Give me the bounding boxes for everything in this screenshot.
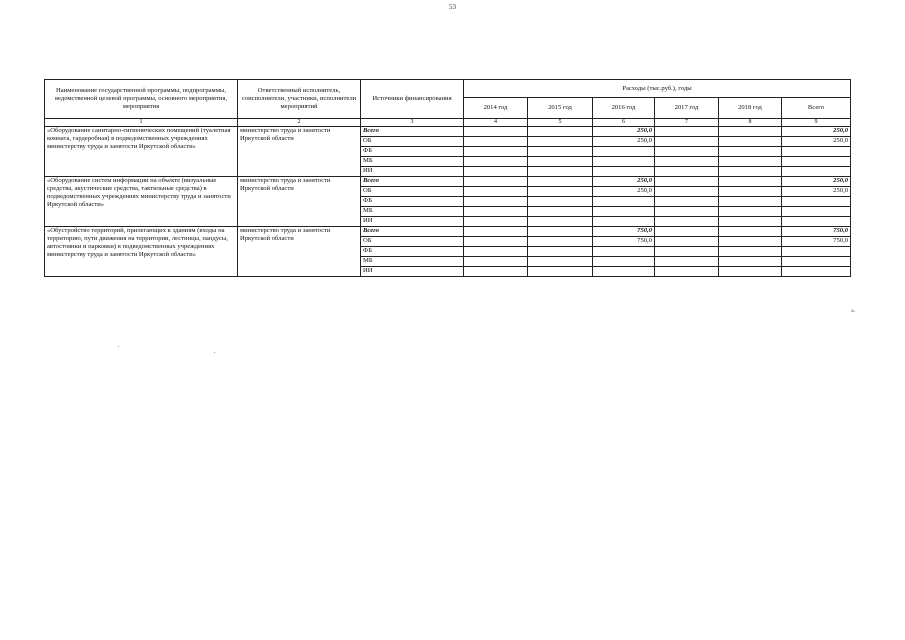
table-row <box>45 227 851 237</box>
amount-cell <box>782 207 851 217</box>
funding-source-cell: ОБ <box>361 237 464 247</box>
amount-cell <box>719 257 782 267</box>
amount-cell <box>528 237 593 247</box>
responsible-cell: министерство труда и занятости Иркутской области <box>238 227 361 277</box>
scan-artifact <box>214 352 215 353</box>
amount-cell <box>782 147 851 157</box>
column-number: 3 <box>361 119 464 127</box>
amount-cell <box>528 177 593 187</box>
column-number: 1 <box>45 119 238 127</box>
column-number: 5 <box>528 119 593 127</box>
amount-cell <box>464 247 528 257</box>
amount-cell <box>782 257 851 267</box>
amount-cell <box>655 257 719 267</box>
amount-cell: 250,0 <box>593 177 655 187</box>
amount-cell <box>593 157 655 167</box>
amount-cell <box>593 267 655 277</box>
header-program-name: Наименование государственной программы, подпрограммы, ведомственной целевой программы, основного мероприятия, мероприятия <box>45 80 238 119</box>
amount-cell <box>655 267 719 277</box>
header-funding-sources: Источники финансирования <box>361 80 464 119</box>
amount-cell <box>593 147 655 157</box>
amount-cell <box>464 257 528 267</box>
header-year: 2018 год <box>719 98 782 119</box>
amount-cell <box>655 147 719 157</box>
table-row <box>45 127 851 137</box>
amount-cell <box>655 237 719 247</box>
funding-source-cell: Всего <box>361 127 464 137</box>
funding-source-cell: ФБ <box>361 197 464 207</box>
responsible-cell: министерство труда и занятости Иркутской области <box>238 127 361 177</box>
amount-cell: 250,0 <box>593 137 655 147</box>
header-expenses: Расходы (тыс.руб.), годы <box>464 80 851 98</box>
column-number: 6 <box>593 119 655 127</box>
amount-cell <box>782 267 851 277</box>
trailing-mark: ». <box>851 308 856 314</box>
amount-cell <box>655 157 719 167</box>
header-responsible: Ответственный исполнитель, соисполнители, участники, исполнители мероприятий <box>238 80 361 119</box>
amount-cell: 250,0 <box>782 127 851 137</box>
amount-cell <box>719 217 782 227</box>
amount-cell <box>782 157 851 167</box>
amount-cell <box>528 227 593 237</box>
amount-cell: 250,0 <box>782 187 851 197</box>
amount-cell <box>719 247 782 257</box>
amount-cell <box>528 187 593 197</box>
amount-cell <box>528 197 593 207</box>
program-name-cell: «Оборудование систем информации на объекте (визуальные средства, акустические средства, тактильные средства) в подведомственных учреждениях министерству труда и занятости Иркутской области» <box>45 177 238 227</box>
amount-cell <box>528 157 593 167</box>
funding-source-cell: Всего <box>361 227 464 237</box>
amount-cell <box>719 137 782 147</box>
amount-cell: 250,0 <box>782 177 851 187</box>
amount-cell: 750,0 <box>593 237 655 247</box>
table-body <box>45 127 851 277</box>
funding-source-cell: МБ <box>361 157 464 167</box>
amount-cell <box>655 217 719 227</box>
funding-source-cell: ИИ <box>361 217 464 227</box>
amount-cell <box>593 207 655 217</box>
amount-cell <box>464 137 528 147</box>
amount-cell <box>528 137 593 147</box>
amount-cell <box>464 197 528 207</box>
amount-cell <box>464 227 528 237</box>
amount-cell: 750,0 <box>593 227 655 237</box>
amount-cell <box>782 197 851 207</box>
amount-cell <box>464 127 528 137</box>
amount-cell: 250,0 <box>593 187 655 197</box>
amount-cell <box>528 217 593 227</box>
amount-cell <box>464 237 528 247</box>
column-number: 9 <box>782 119 851 127</box>
scan-artifact <box>118 346 119 347</box>
amount-cell <box>528 257 593 267</box>
amount-cell <box>528 167 593 177</box>
amount-cell <box>655 187 719 197</box>
column-number: 4 <box>464 119 528 127</box>
amount-cell <box>782 247 851 257</box>
amount-cell <box>719 157 782 167</box>
amount-cell <box>655 207 719 217</box>
amount-cell: 250,0 <box>782 137 851 147</box>
amount-cell <box>593 217 655 227</box>
responsible-cell: министерство труда и занятости Иркутской области <box>238 177 361 227</box>
amount-cell <box>464 207 528 217</box>
amount-cell <box>719 227 782 237</box>
program-name-cell: «Оборудование санитарно-гигиенических помещений (туалетная комната, гардеробная) в подведомственных учреждениях министерству труда и занятости Иркутской области» <box>45 127 238 177</box>
amount-cell <box>593 257 655 267</box>
funding-source-cell: Всего <box>361 177 464 187</box>
amount-cell: 750,0 <box>782 237 851 247</box>
funding-source-cell: МБ <box>361 257 464 267</box>
amount-cell <box>655 227 719 237</box>
funding-source-cell: ФБ <box>361 147 464 157</box>
amount-cell <box>528 207 593 217</box>
amount-cell <box>719 207 782 217</box>
amount-cell <box>655 197 719 207</box>
amount-cell <box>528 267 593 277</box>
column-number: 2 <box>238 119 361 127</box>
header-year: 2017 год <box>655 98 719 119</box>
amount-cell <box>464 187 528 197</box>
amount-cell <box>464 157 528 167</box>
table-row <box>45 177 851 187</box>
amount-cell <box>528 247 593 257</box>
budget-table <box>44 79 851 277</box>
amount-cell <box>719 147 782 157</box>
amount-cell <box>719 237 782 247</box>
funding-source-cell: ФБ <box>361 247 464 257</box>
amount-cell <box>655 137 719 147</box>
amount-cell <box>464 267 528 277</box>
header-year: 2014 год <box>464 98 528 119</box>
column-number: 7 <box>655 119 719 127</box>
amount-cell <box>655 127 719 137</box>
amount-cell <box>593 247 655 257</box>
amount-cell <box>719 267 782 277</box>
amount-cell <box>464 177 528 187</box>
amount-cell: 250,0 <box>593 127 655 137</box>
amount-cell <box>719 167 782 177</box>
amount-cell <box>719 197 782 207</box>
amount-cell <box>782 167 851 177</box>
amount-cell <box>782 217 851 227</box>
amount-cell: 750,0 <box>782 227 851 237</box>
header-year: 2015 год <box>528 98 593 119</box>
amount-cell <box>655 247 719 257</box>
amount-cell <box>464 147 528 157</box>
funding-source-cell: ОБ <box>361 187 464 197</box>
funding-source-cell: ИИ <box>361 267 464 277</box>
amount-cell <box>655 177 719 187</box>
column-number: 8 <box>719 119 782 127</box>
amount-cell <box>655 167 719 177</box>
header-total: Всего <box>782 98 851 119</box>
amount-cell <box>719 177 782 187</box>
amount-cell <box>719 187 782 197</box>
program-name-cell: «Обустройство территорий, прилегающих к зданиям (входы на территорию, пути движения на территории, лестницы, пандусы, автостоянки и парковки) в подведомственных учреждениях министерству труда и занятости Иркутской области» <box>45 227 238 277</box>
amount-cell <box>593 197 655 207</box>
amount-cell <box>719 127 782 137</box>
amount-cell <box>528 147 593 157</box>
amount-cell <box>464 167 528 177</box>
page-number: 53 <box>449 3 456 11</box>
amount-cell <box>593 167 655 177</box>
funding-source-cell: ИИ <box>361 167 464 177</box>
funding-source-cell: ОБ <box>361 137 464 147</box>
amount-cell <box>464 217 528 227</box>
amount-cell <box>528 127 593 137</box>
funding-source-cell: МБ <box>361 207 464 217</box>
header-year: 2016 год <box>593 98 655 119</box>
